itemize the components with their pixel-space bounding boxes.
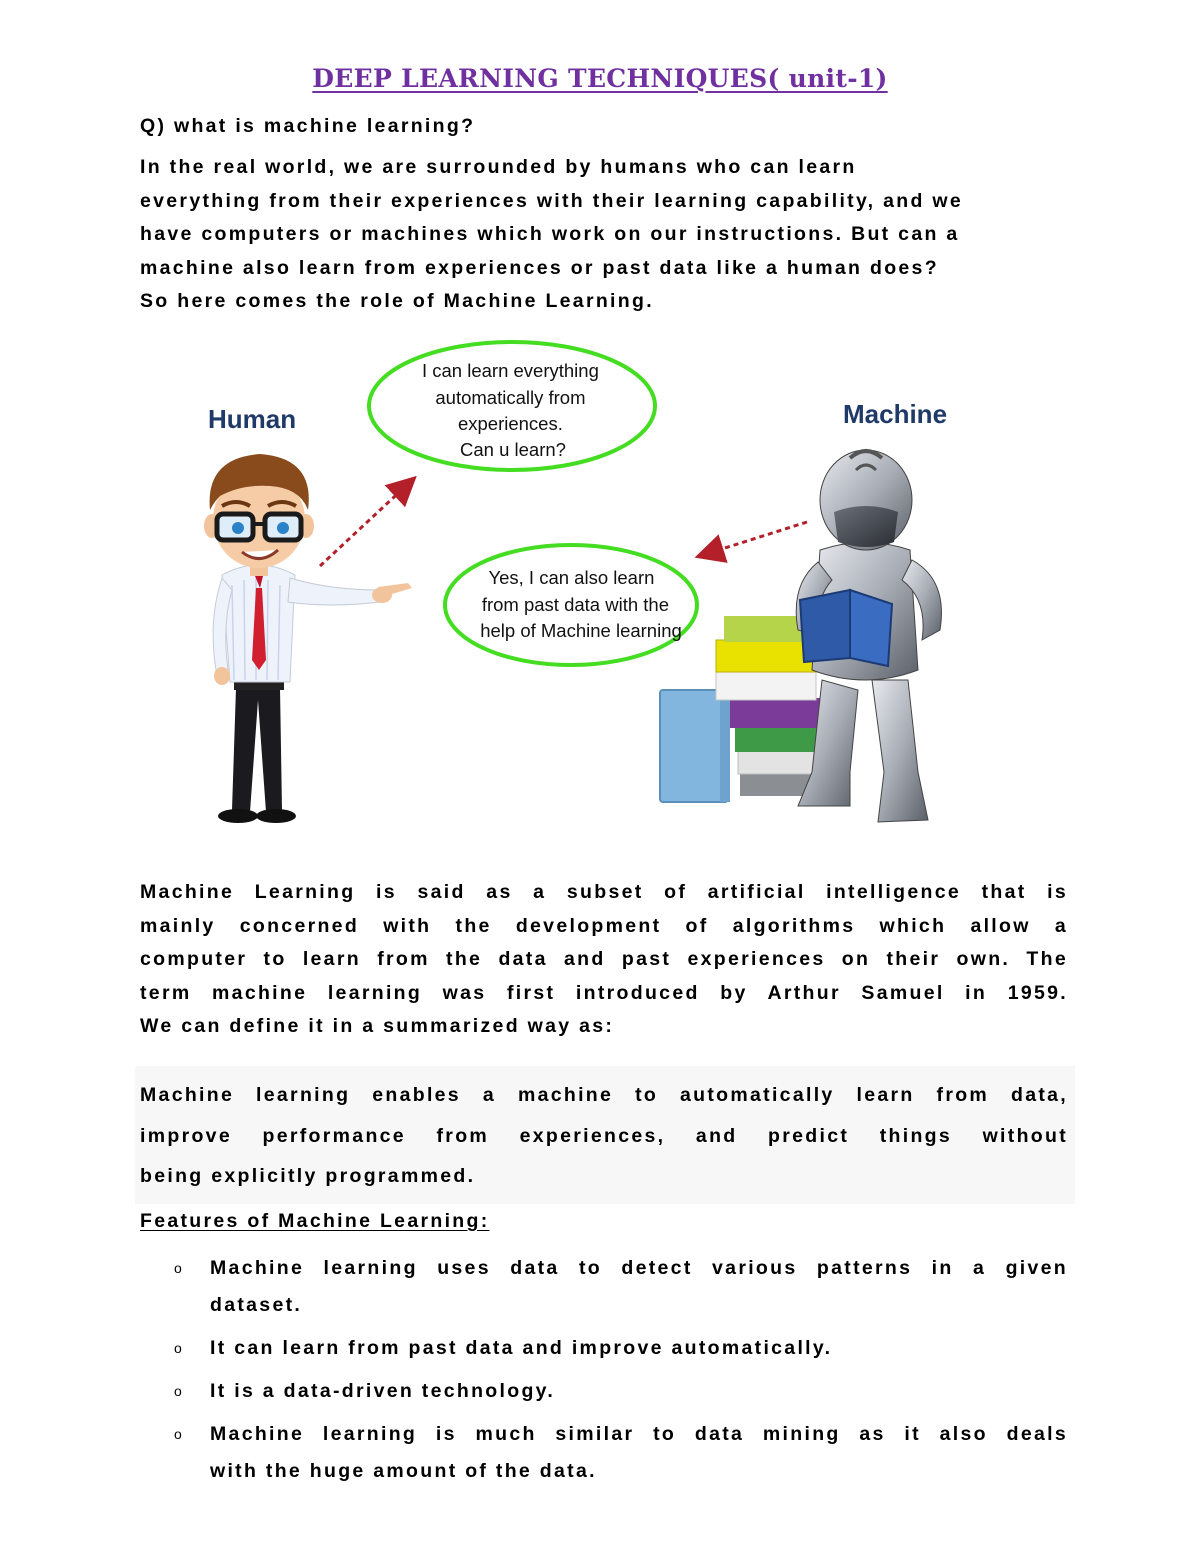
intro-line: In the real world, we are surrounded by humans who can learn <box>140 156 857 178</box>
ml-definition-paragraph <box>140 876 1068 1044</box>
bullet-icon: o <box>174 1426 182 1442</box>
definition-line: Machine learning enables a machine to automatically learn from data, <box>140 1084 1068 1106</box>
arrow-human-to-bubble <box>320 484 408 566</box>
feature-line: It is a data-driven technology. <box>210 1380 556 1402</box>
feature-line: It can learn from past data and improve automatically. <box>210 1337 833 1359</box>
intro-line: everything from their experiences with their learning capability, and we <box>140 189 964 212</box>
intro-paragraph <box>140 151 1080 319</box>
features-heading: Features of Machine Learning: <box>140 1210 490 1232</box>
bullet-icon: o <box>174 1383 182 1399</box>
arrow-machine-to-bubble <box>706 522 807 554</box>
svg-text:Yes, I can also learn fr <box>480 567 682 641</box>
bubble-machine-line: from past data with the <box>481 594 670 615</box>
bubble-human-line: Can u learn? <box>460 439 566 460</box>
bullet-icon: o <box>174 1260 182 1276</box>
feature-line: with the huge amount of the data. <box>210 1460 597 1482</box>
human-vs-machine-illustration <box>150 340 1000 840</box>
definition-line: being explicitly programmed. <box>140 1165 476 1187</box>
speech-bubble-machine <box>445 545 697 665</box>
human-label: Human <box>208 404 297 434</box>
robot-figure <box>796 450 941 822</box>
bubble-human-line: I can learn everything <box>421 360 599 381</box>
intro-line: have computers or machines which work on our instructions. But can a <box>140 223 960 245</box>
definition-line: improve performance from experiences, and predict things without <box>140 1124 1068 1147</box>
bullet-icon: o <box>174 1340 182 1356</box>
intro-line: machine also learn from experiences or past data like a human does? <box>140 256 939 279</box>
feature-line: Machine learning uses data to detect various patterns in a given <box>210 1257 1068 1279</box>
paragraph-line: computer to learn from the data and past experiences on their own. The <box>140 948 1068 970</box>
definition-text <box>140 1075 1068 1197</box>
paragraph-line: Machine Learning is said as a subset of artificial intelligence that is <box>140 881 1068 903</box>
intro-line: So here comes the role of Machine Learning. <box>140 290 654 312</box>
list-item <box>140 1416 1068 1490</box>
bubble-machine-line: Yes, I can also learn <box>488 567 655 588</box>
machine-label: Machine <box>843 399 948 429</box>
question-heading: Q) what is machine learning? <box>140 115 476 137</box>
bubble-human-line: experiences. <box>457 413 563 434</box>
paragraph-line: mainly concerned with the development of algorithms which allow a <box>140 914 1068 937</box>
bubble-machine-line: help of Machine learning <box>480 620 682 641</box>
paragraph-line: We can define it in a summarized way as: <box>140 1015 615 1037</box>
paragraph-line: term machine learning was first introduced by Arthur Samuel in 1959. <box>140 981 1068 1004</box>
speech-bubble-human <box>369 342 655 470</box>
list-item <box>140 1330 1068 1367</box>
list-item <box>140 1373 1068 1410</box>
feature-line: Machine learning is much similar to data mining as it also deals <box>210 1423 1068 1445</box>
bubble-human-line: automatically from <box>435 387 586 408</box>
feature-line: dataset. <box>210 1294 303 1316</box>
page-title: DEEP LEARNING TECHNIQUES( unit-1) <box>312 64 888 93</box>
list-item <box>140 1250 1068 1324</box>
features-list <box>140 1250 1068 1496</box>
